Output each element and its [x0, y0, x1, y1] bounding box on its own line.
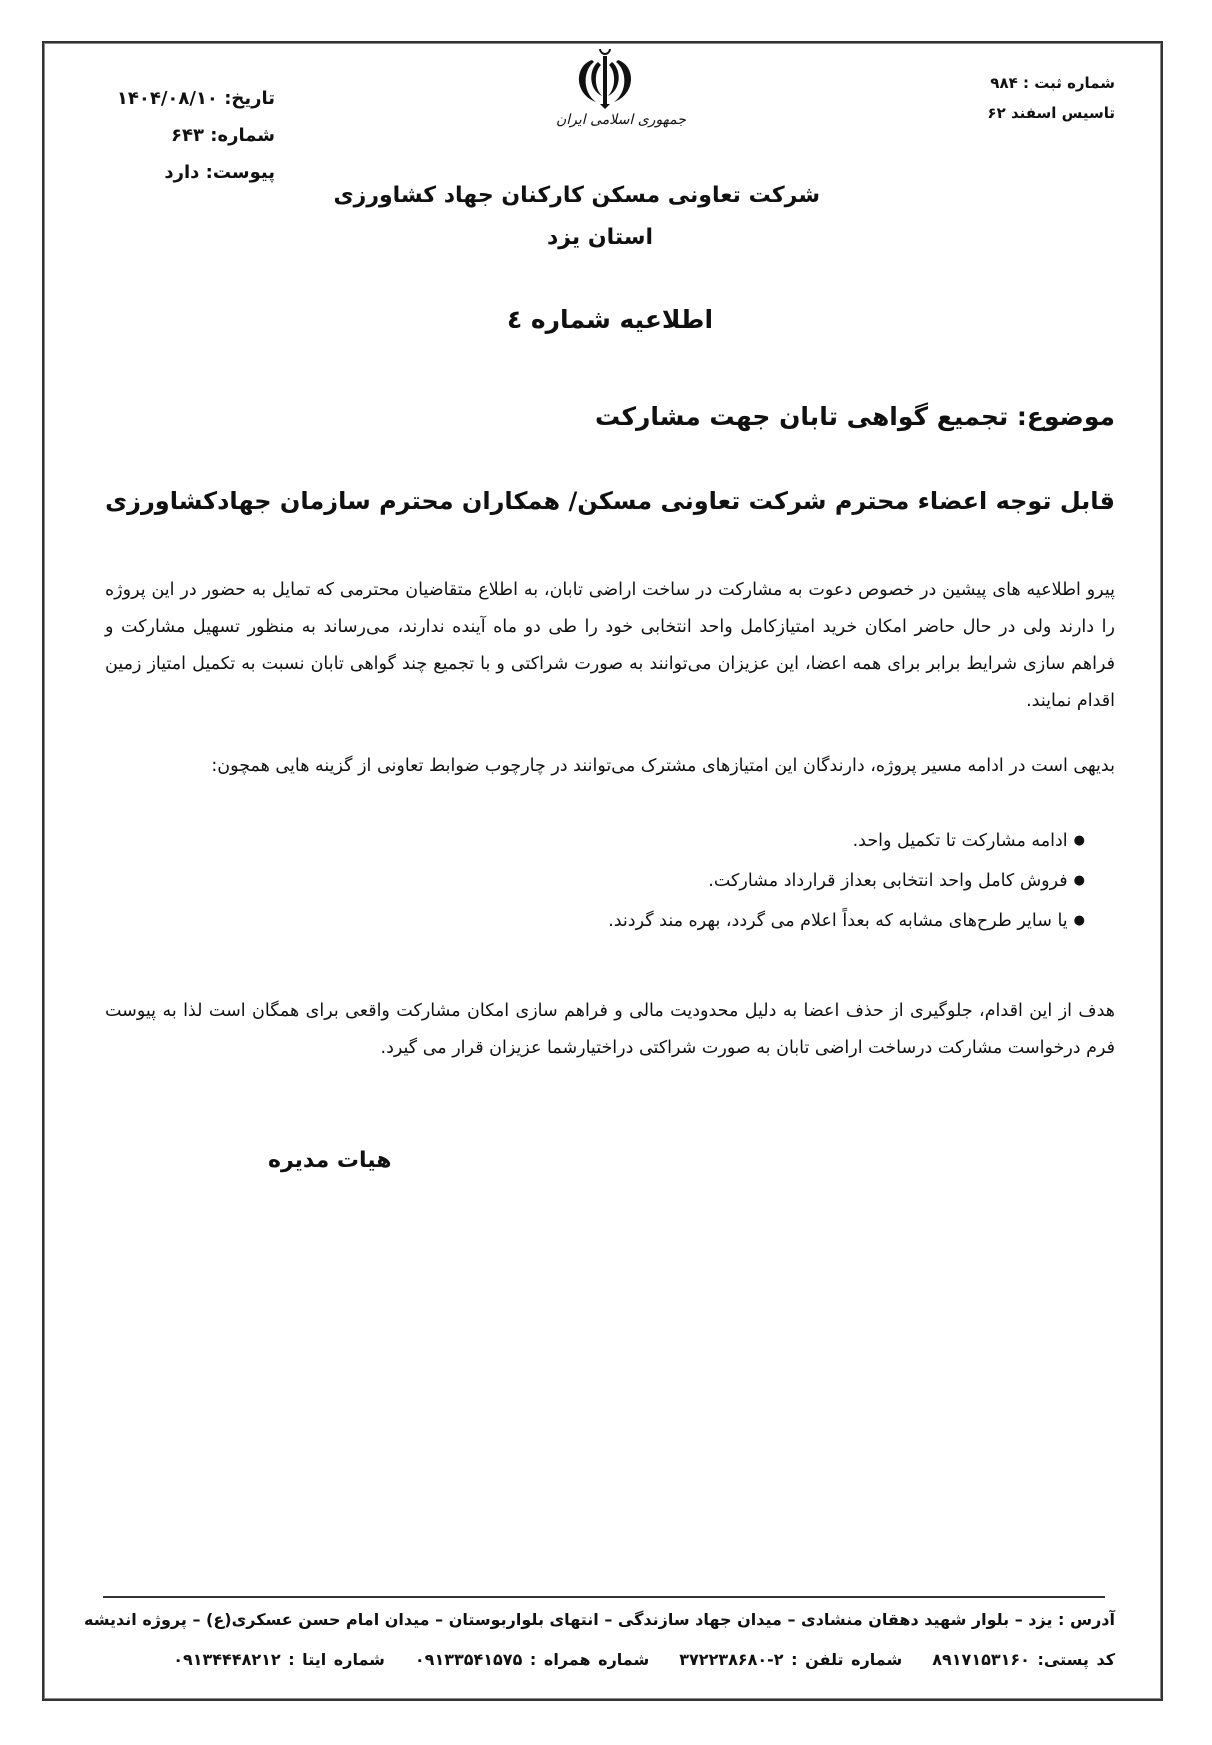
registration-block	[987, 68, 1115, 128]
body-paragraph-1: پیرو اطلاعیه های پیشین در خصوص دعوت به مشارکت در ساخت اراضی تابان، به اطلاع متقاضیان محترمی که تمایل به حضور در این پروژه را دارند ولی در حال حاضر امکان خرید امتیازکامل واحد انتخابی خود را طی دو ماه آینده ندارند، می‌رساند به منظور تسهیل مشارکت و فراهم سازی شرایط برابر برای همه اعضا، این عزیزان می‌توانند به صورت شراکتی و با تجمیع چند گواهی تابان نسبت به تکمیل امتیاز زمین اقدام نمایند.	[105, 580, 1115, 711]
footer-divider	[103, 1596, 1105, 1598]
body-paragraph-3: هدف از این اقدام، جلوگیری از حذف اعضا به دلیل محدودیت مالی و فراهم سازی امکان مشارکت واقعی برای همگان است لذا به پیوست فرم درخواست مشارکت درساخت اراضی تابان به صورت شراکتی دراختیارشما عزیزان قرار می گیرد.	[105, 1001, 1115, 1058]
emblem	[556, 48, 686, 138]
letter-attachment: پیوست: دارد	[164, 162, 275, 183]
attention-line: قابل توجه اعضاء محترم شرکت تعاونی مسکن/ همکاران محترم سازمان جهادکشاورزی	[105, 487, 1115, 515]
options-list-item: ● ادامه مشارکت تا تکمیل واحد.	[608, 822, 1085, 862]
options-list-item: ● یا سایر طرح‌های مشابه که بعداً اعلام می گردد، بهره مند گردند.	[608, 902, 1085, 942]
footer-contact	[173, 1650, 1115, 1669]
letter-meta	[110, 80, 275, 191]
body-paragraph-2: بدیهی است در ادامه مسیر پروژه، دارندگان این امتیازهای مشترک می‌توانند در چارچوب ضوابط تعاونی از گزینه هایی همچون:	[211, 756, 1115, 776]
subject-line: موضوع: تجمیع گواهی تابان جهت مشارکت	[594, 402, 1115, 431]
registration-number: شماره ثبت : ۹۸۴	[990, 74, 1115, 92]
signature-board: هیات مدیره	[268, 1148, 392, 1173]
footer-mobile: شماره همراه : ۰۹۱۳۳۵۴۱۵۷۵	[414, 1650, 650, 1669]
founded-date: تاسیس اسفند ۶۲	[987, 104, 1115, 122]
iran-emblem-icon	[556, 48, 654, 110]
footer-eitaa: شماره ایتا : ۰۹۱۳۴۴۴۸۲۱۲	[173, 1650, 385, 1669]
organization-name: شرکت تعاونی مسکن کارکنان جهاد کشاورزی	[333, 183, 820, 208]
emblem-caption: جمهوری اسلامی ایران	[556, 112, 686, 128]
letter-date: تاریخ: ۱۴۰۴/۰۸/۱۰	[116, 88, 275, 109]
footer-postal-code: کد پستی: ۸۹۱۷۱۵۳۱۶۰	[932, 1650, 1115, 1669]
letter-number: شماره: ۶۴۳	[171, 125, 275, 146]
notice-title: اطلاعیه شماره ٤	[506, 305, 714, 334]
options-list-item: ● فروش کامل واحد انتخابی بعداز قرارداد مشارکت.	[608, 862, 1085, 902]
footer-phone: شماره تلفن : ۲-۳۷۲۲۳۸۶۸۰	[679, 1650, 903, 1669]
options-list	[608, 822, 1085, 942]
organization-header	[333, 175, 820, 259]
organization-province: استان یزد	[546, 225, 654, 250]
footer-address: آدرس : یزد – بلوار شهید دهقان منشادی – میدان جهاد سازندگی – انتهای بلواربوستان – میدان امام حسن عسکری(ع) – پروژه اندیشه	[84, 1610, 1115, 1629]
